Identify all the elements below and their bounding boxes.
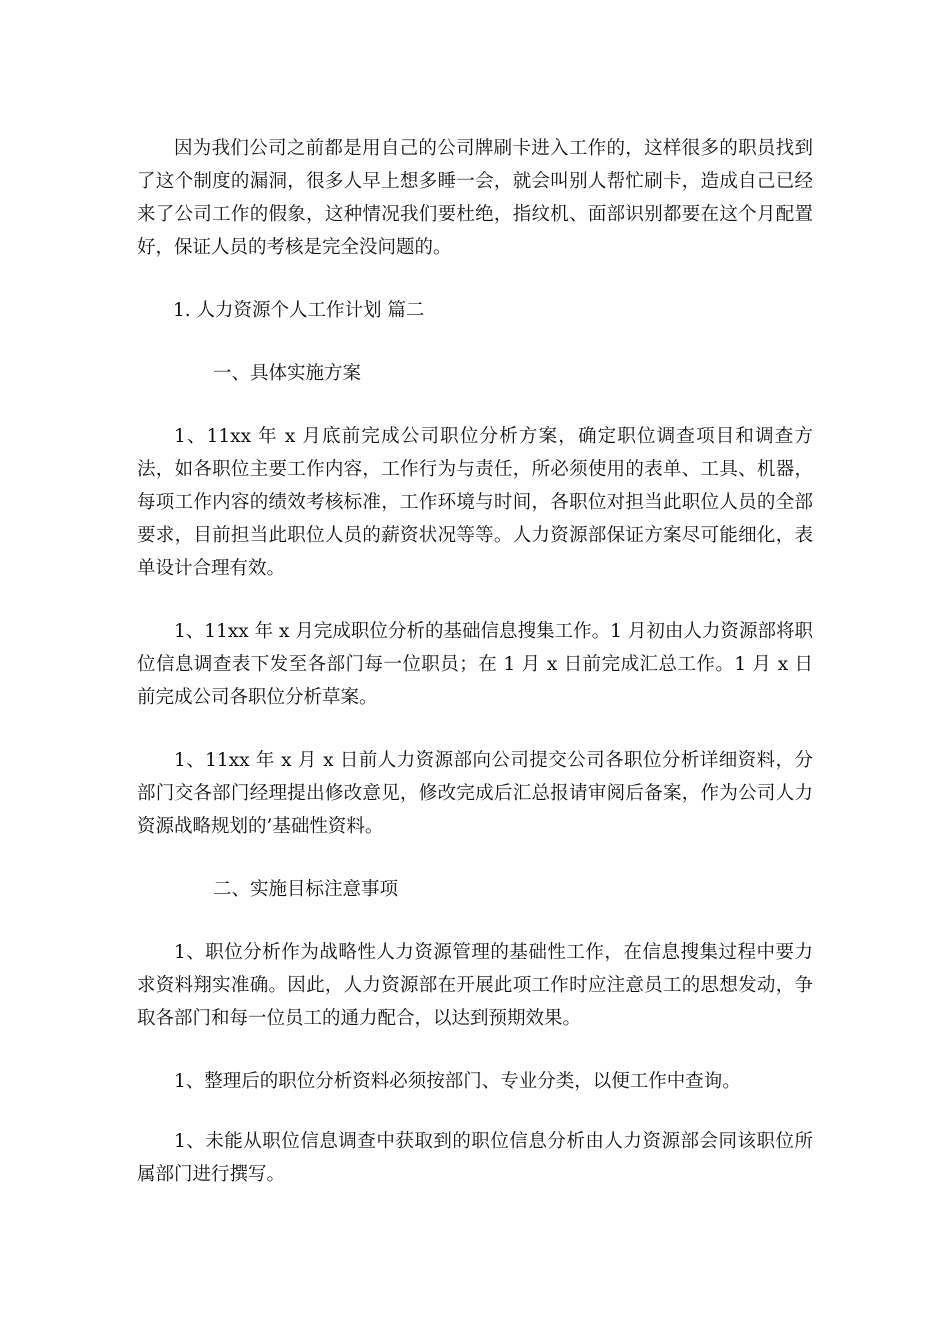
heading-implementation-plan: 一、具体实施方案 xyxy=(213,363,362,384)
paragraph-plan-1: 1、11xx 年 x 月底前完成公司职位分析方案，确定职位调查项目和调查方法，如各职位主要工作内容，工作行为与责任，所必须使用的表单、工具、机器，每项工作内容的绩效考核标准，工作环境与时间，各职位对担当此职位人员的全部要求，目前担当此职位人员的薪资状况等等。人力资源部保证方案尽可能细化，表单设计合理有效。 xyxy=(137,426,813,579)
paragraph-note-2: 1、整理后的职位分析资料必须按部门、专业分类，以便工作中查询。 xyxy=(174,1071,741,1092)
paragraph-plan-3: 1、11xx 年 x 月 x 日前人力资源部向公司提交公司各职位分析详细资料，分部门交各部门经理提出修改意见，修改完成后汇总报请审阅后备案，作为公司人力资源战略规划的’基础性资料。 xyxy=(137,750,813,837)
section-title: 1. 人力资源个人工作计划 篇二 xyxy=(173,300,425,321)
heading-notes: 二、实施目标注意事项 xyxy=(213,879,399,900)
document-page xyxy=(137,132,813,1221)
paragraph-note-3: 1、未能从职位信息调查中获取到的职位信息分析由人力资源部会同该职位所属部门进行撰写。 xyxy=(137,1131,813,1185)
paragraph-intro: 因为我们公司之前都是用自己的公司牌刷卡进入工作的，这样很多的职员找到了这个制度的漏洞，很多人早上想多睡一会，就会叫别人帮忙刷卡，造成自己已经来了公司工作的假象，这种情况我们要杜绝，指纹机、面部识别都要在这个月配置好，保证人员的考核是完全没问题的。 xyxy=(137,138,813,258)
paragraph-note-1: 1、职位分析作为战略性人力资源管理的基础性工作，在信息搜集过程中要力求资料翔实准确。因此，人力资源部在开展此项工作时应注意员工的思想发动，争取各部门和每一位员工的通力配合，以达到预期效果。 xyxy=(137,942,813,1029)
paragraph-plan-2: 1、11xx 年 x 月完成职位分析的基础信息搜集工作。1 月初由人力资源部将职位信息调查表下发至各部门每一位职员；在 1 月 x 日前完成汇总工作。1 月 x 日前完成公司各职位分析草案。 xyxy=(137,621,813,708)
